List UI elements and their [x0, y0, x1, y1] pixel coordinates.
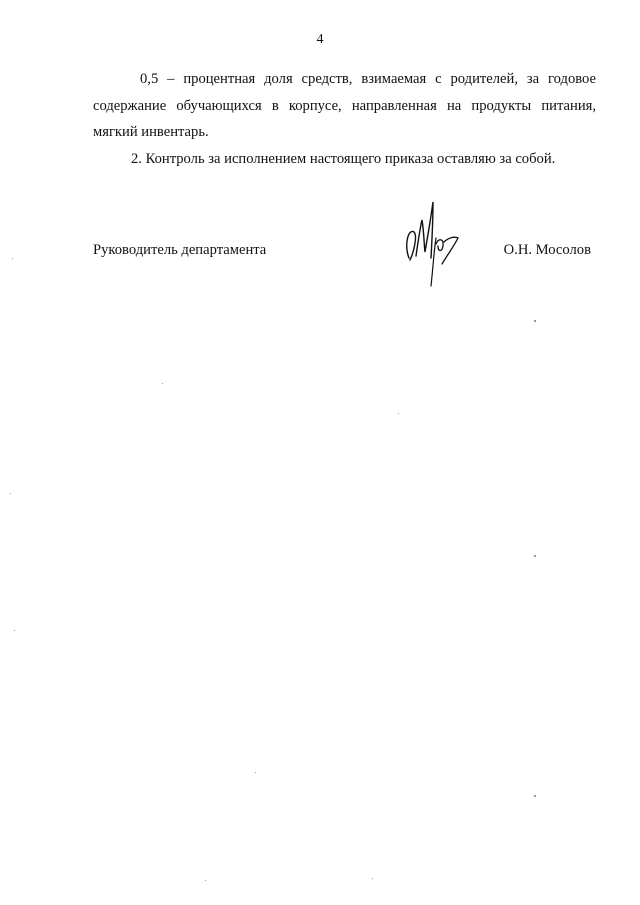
scan-speck	[14, 630, 15, 631]
signatory-name: О.Н. Мосолов	[503, 242, 591, 258]
paragraph-control-clause: 2. Контроль за исполнением настоящего приказа оставляю за собой.	[131, 151, 556, 167]
scan-speck	[162, 383, 163, 384]
scan-speck	[398, 413, 399, 414]
paragraph-fee-share: 0,5 – процентная доля средств, взимаемая с родителей, за годовое содержание обучающихся в корпусе, направленная на продукты питания, мягкий инвентарь.	[93, 71, 596, 140]
signatory-position: Руководитель департамента	[93, 242, 267, 258]
page-number: 4	[316, 32, 324, 47]
scan-speck	[255, 772, 256, 773]
scan-speck	[534, 555, 536, 557]
scan-speck	[205, 880, 206, 881]
scan-speck	[12, 258, 13, 259]
handwritten-signature	[400, 198, 462, 288]
signature-block	[93, 242, 591, 272]
scan-speck	[534, 320, 536, 322]
scan-speck	[534, 795, 536, 797]
scan-speck	[10, 493, 11, 494]
scan-speck	[372, 878, 373, 879]
